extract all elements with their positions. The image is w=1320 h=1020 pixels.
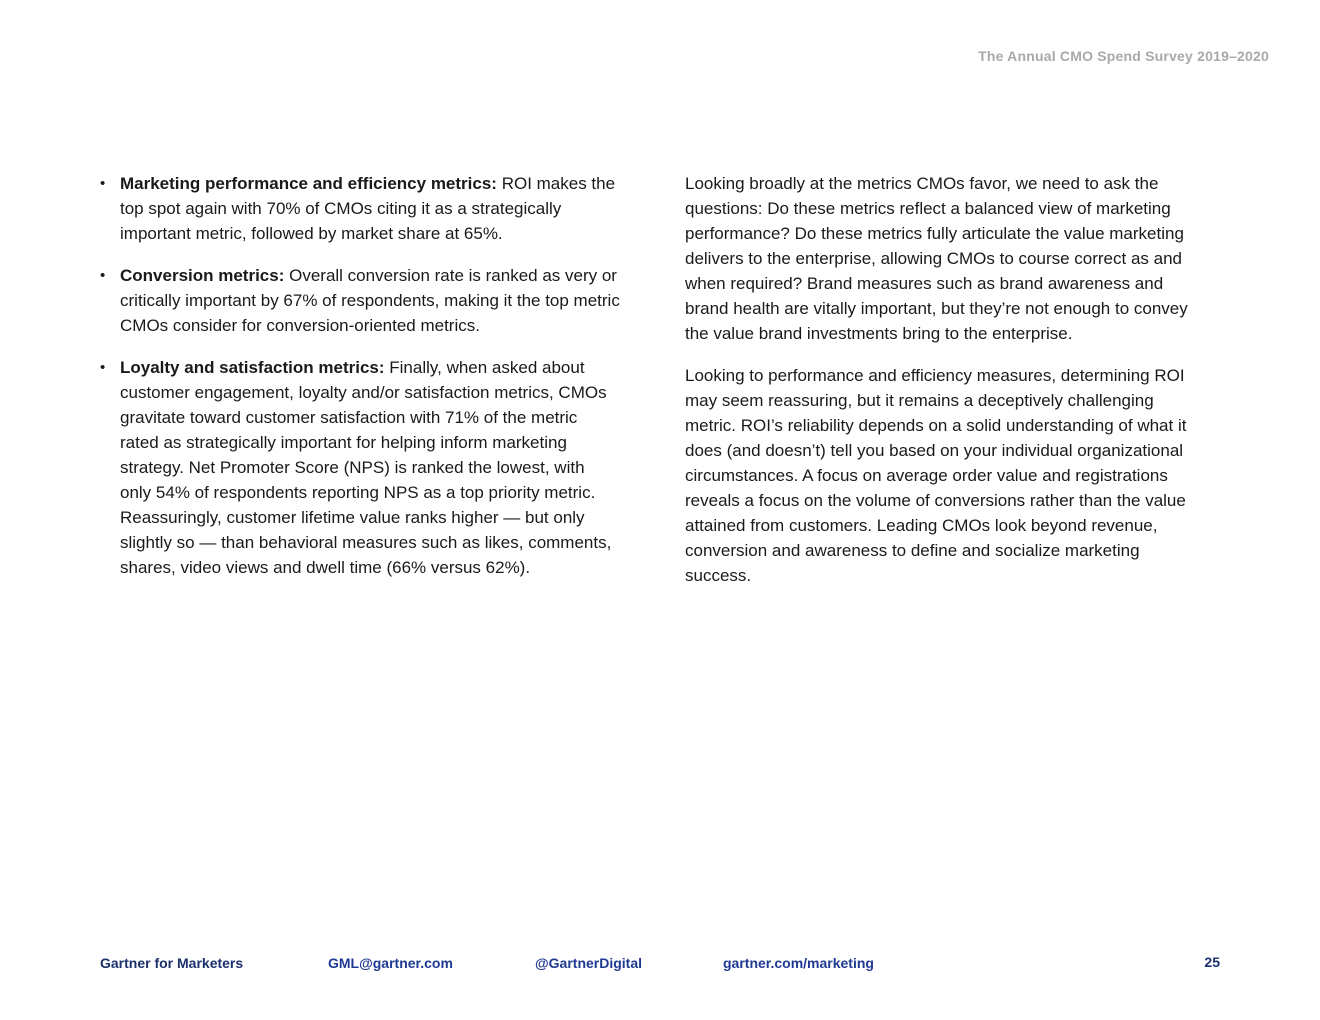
left-column — [100, 171, 620, 597]
running-header-title: The Annual CMO Spend Survey 2019–2020 — [978, 48, 1269, 64]
bullet-marker: • — [100, 359, 106, 376]
footer-brand: Gartner for Marketers — [100, 955, 244, 971]
body-paragraph: Looking broadly at the metrics CMOs favor, we need to ask the questions: Do these metrics reflect a balanced view of marketing performance? Do these metrics fully articulate the value marketing delivers to the enterprise, allowing CMOs to course correct as and when required? Brand measures such as brand awareness and brand health are vitally important, but they’re not enough to convey the value brand investments bring to the enterprise. — [685, 174, 1188, 343]
footer-website-link[interactable]: gartner.com/marketing — [723, 955, 874, 971]
bullet-heading: Loyalty and satisfaction metrics: — [120, 358, 385, 377]
page-footer — [100, 955, 1220, 977]
bullet-conversion — [100, 263, 620, 338]
bullet-marketing-performance — [100, 171, 620, 246]
right-column — [685, 171, 1205, 605]
footer-email-link[interactable]: GML@gartner.com — [328, 955, 453, 971]
bullet-body: Overall conversion rate is ranked as very or critically important by 67% of respondents, making it the top metric CMOs consider for conversion-oriented metrics. — [120, 266, 620, 335]
bullet-loyalty-satisfaction — [100, 355, 620, 580]
metrics-bullet-list — [100, 171, 620, 580]
bullet-body: ROI makes the top spot again with 70% of CMOs citing it as a strategically important metric, followed by market share at 65%. — [120, 174, 616, 243]
bullet-body: Finally, when asked about customer engagement, loyalty and/or satisfaction metrics, CMOs gravitate toward customer satisfaction with 71% of the metric rated as strategically important for helping inform marketing strategy. Net Promoter Score (NPS) is ranked the lowest, with only 54% of respondents reporting NPS as a top priority metric. Reassuringly, customer lifetime value ranks higher — but only slightly so — than behavioral measures such as likes, comments, shares, video views and dwell time (66% versus 62%). — [120, 358, 612, 577]
bullet-marker: • — [100, 175, 106, 192]
footer-twitter-link[interactable]: @GartnerDigital — [535, 955, 643, 971]
bullet-marker: • — [100, 267, 106, 284]
body-paragraph: Looking to performance and efficiency measures, determining ROI may seem reassuring, but it remains a deceptively challenging metric. ROI’s reliability depends on a solid understanding of what it does (and doesn’t) tell you based on your individual organizational circumstances. A focus on average order value and registrations reveals a focus on the volume of conversions rather than the value attained from customers. Leading CMOs look beyond revenue, conversion and awareness to define and socialize marketing success. — [685, 366, 1187, 585]
bullet-heading: Marketing performance and efficiency metrics: — [120, 174, 497, 193]
page-number: 25 — [1204, 954, 1220, 970]
bullet-heading: Conversion metrics: — [120, 266, 285, 285]
